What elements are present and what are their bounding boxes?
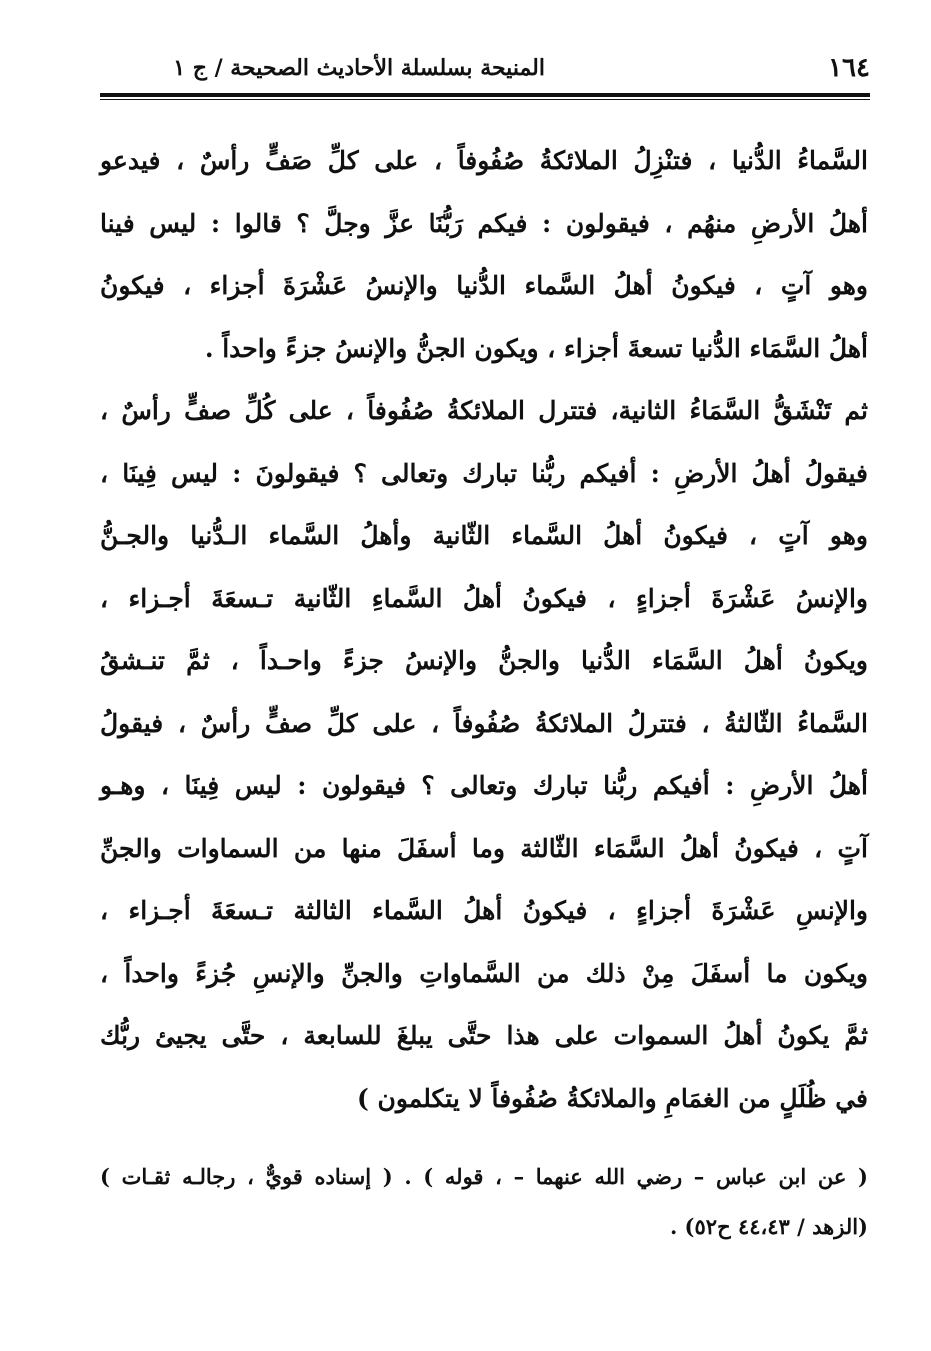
source-note (100, 1152, 868, 1252)
text-line: في ظُلَلٍ من الغمَامِ والملائكةُ صُفُوفاً لا يتكلمون ) (356, 1083, 868, 1113)
text-line: والإنسِ عَشْرَةَ أجزاءٍ ، فيكونُ أهلُ السَّماء الثالثة تـسعَةَ أجـزاء ، (100, 896, 868, 925)
text-line: والإنسُ عَشْرَةَ أجزاءٍ ، فيكونُ أهلُ السَّماءِ الثّانية تـسعَةَ أجـزاء ، (100, 583, 868, 613)
text-line: ثمَّ يكونُ أهلُ السموات على هذا حتَّى يبلغَ للسابعة ، حتَّى يجيئ ربُّك (100, 1021, 868, 1050)
text-line: أهلُ الأرضِ منهُم ، فيقولون : فيكم رَبُّنَا عزَّ وجلَّ ؟ قالوا : ليس فينا (100, 208, 868, 238)
main-text (100, 130, 868, 1130)
page-header (100, 48, 870, 92)
text-line: ويكون ما أسفَلَ مِنْ ذلك من السَّماواتِ والجنِّ والإنسِ جُزءً واحداً ، (100, 958, 868, 988)
text-line: وهو آتٍ ، فيكونُ أهلُ السَّماء الثّانية وأهلُ السَّماء الـدُّنيا والجـنُّ (100, 521, 868, 550)
note-line: (الزهد / ٤٤،٤٣ ح٥٢) . (669, 1214, 868, 1239)
text-line: فيقولُ أهلُ الأرضِ : أفيكم ربُّنا تبارك وتعالى ؟ فيقولونَ : ليس فِينَا ، (100, 458, 868, 488)
text-line: ثم تَنْشَقُّ السَّمَاءُ الثانية، فتترل الملائكةُ صُفُوفاً ، على كُلِّ صفٍّ رأسٌ ، (100, 396, 868, 425)
text-line: وهو آتٍ ، فيكونُ أهلُ السَّماء الدُّنيا والإنسُ عَشْرَةَ أجزاء ، فيكونُ (100, 271, 868, 300)
text-line: أهلُ الأرضِ : أفيكم ربُّنا تبارك وتعالى ؟ فيقولون : ليس فِينَا ، وهـو (100, 771, 868, 800)
note-line: ( عن ابن عباس – رضي الله عنهما – ، قوله ) . ( إسناده قويٌّ ، رجالـه ثقـات ) (100, 1164, 868, 1189)
header-rule-thin (100, 99, 870, 100)
text-line: ويكونُ أهلُ السَّمَاء الدُّنيا والجنُّ والإنسُ جزءً واحـداً ، ثمَّ تنـشقُ (100, 646, 868, 675)
text-line: آتٍ ، فيكونُ أهلُ السَّمَاء الثّالثة وما أسفَلَ منها من السماوات والجنِّ (100, 833, 868, 863)
header-rule-thick (100, 93, 870, 97)
page-number: ١٦٤ (828, 53, 870, 83)
text-line: السَّماءُ الثّالثةُ ، فتترلُ الملائكةُ صُفُوفاً ، على كلِّ صفٍّ رأسٌ ، فيقولُ (100, 708, 868, 738)
running-title: المنيحة بسلسلة الأحاديث الصحيحة / ج ١ (173, 55, 545, 81)
text-line: أهلُ السَّمَاء الدُّنيا تسعةَ أجزاء ، ويكون الجنُّ والإنسُ جزءً واحداً . (204, 333, 868, 363)
text-line: السَّماءُ الدُّنيا ، فتنْزِلُ الملائكةُ صُفُوفاً ، على كلِّ صَفٍّ رأسٌ ، فيدعو (100, 146, 868, 175)
